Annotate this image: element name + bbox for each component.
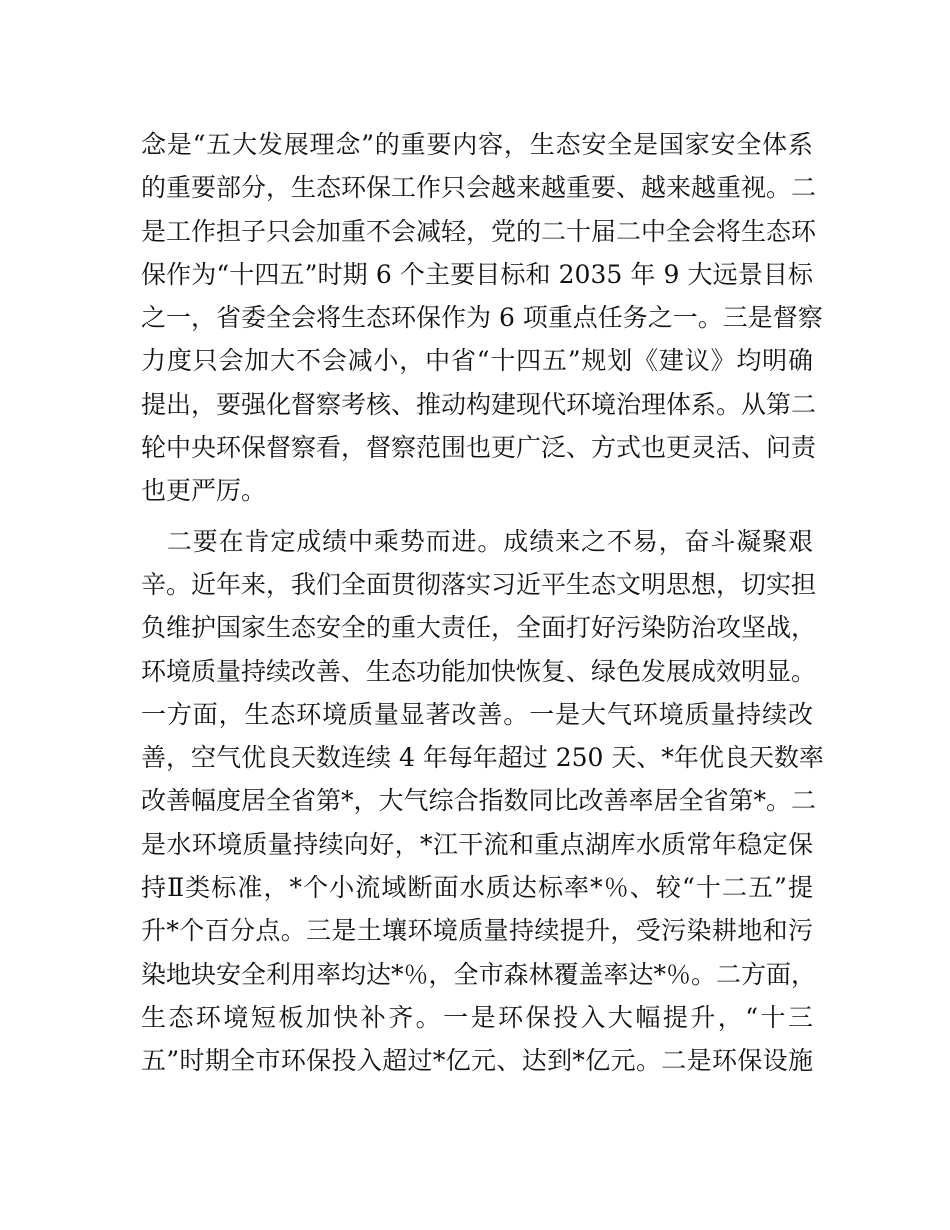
paragraph-1 <box>141 123 823 513</box>
text-line: 生态环境短板加快补齐。一是环保投入大幅提升，“十三 <box>141 1002 813 1032</box>
text-line: 持Ⅱ类标准，*个小流域断面水质达标率*％、较“十二五”提 <box>141 873 813 903</box>
text-line: 力度只会加大不会减小，中省“十四五”规划《建议》均明确 <box>141 346 813 376</box>
text-line: 是水环境质量持续向好，*江干流和重点湖库水质常年稳定保 <box>141 829 813 859</box>
text-line: 辛。近年来，我们全面贯彻落实习近平生态文明思想，切实担 <box>141 569 817 599</box>
text-line: 改善幅度居全省第*，大气综合指数同比改善率居全省第*。二 <box>141 786 817 816</box>
text-line: 环境质量持续改善、生态功能加快恢复、绿色发展成效明显。 <box>141 656 817 686</box>
text-line: 念是“五大发展理念”的重要内容，生态安全是国家安全体系 <box>141 130 813 159</box>
text-line: 升*个百分点。三是土壤环境质量持续提升，受污染耕地和污 <box>141 916 813 946</box>
text-line: 保作为“十四五”时期 6 个主要目标和 2035 年 9 大远景目标 <box>141 259 813 289</box>
text-line: 轮中央环保督察看，督察范围也更广泛、方式也更灵活、问责 <box>141 433 817 463</box>
text-line: 是工作担子只会加重不会减轻，党的二十届二中全会将生态环 <box>141 216 817 246</box>
text-line: 二要在肯定成绩中乘势而进。成绩来之不易，奋斗凝聚艰 <box>141 526 813 556</box>
text-line: 也更严厉。 <box>141 476 267 506</box>
text-line: 染地块安全利用率均达*％，全市森林覆盖率达*％。二方面， <box>141 959 817 989</box>
text-line: 提出，要强化督察考核、推动构建现代环境治理体系。从第二 <box>141 389 817 419</box>
document-body <box>141 123 824 1083</box>
text-line: 的重要部分，生态环保工作只会越来越重要、越来越重视。二 <box>141 173 817 203</box>
text-line: 五”时期全市环保投入超过*亿元、达到*亿元。二是环保设施 <box>141 1046 813 1076</box>
text-line: 一方面，生态环境质量显著改善。一是大气环境质量持续改 <box>141 699 813 729</box>
text-line: 善，空气优良天数连续 4 年每年超过 250 天、*年优良天数率 <box>141 743 824 773</box>
text-line: 负维护国家生态安全的重大责任，全面打好污染防治攻坚战， <box>141 613 817 643</box>
text-line: 之一，省委全会将生态环保作为 6 项重点任务之一。三是督察 <box>141 303 823 333</box>
paragraph-2 <box>141 520 824 1083</box>
